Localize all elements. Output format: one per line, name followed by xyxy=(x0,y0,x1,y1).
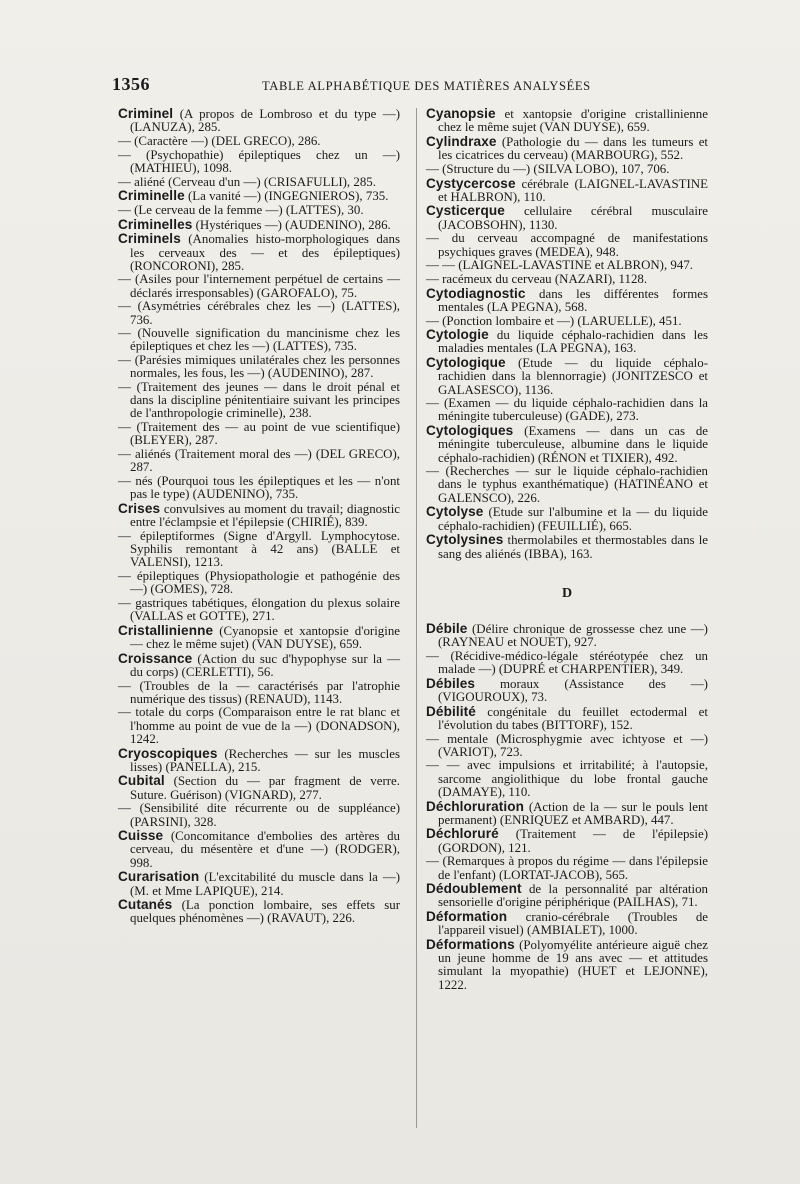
entry-text: — — avec impulsions et irritabilité; à l'autopsie, sarcome angiolithique du lobe frontal gauche (DAMAYE), 110. xyxy=(426,758,708,799)
entry-headword: Cyanopsie xyxy=(426,106,496,121)
entry-headword: Cytologiques xyxy=(426,423,514,439)
page-number: 1356 xyxy=(112,74,150,94)
entry-text: — — (LAIGNEL-LAVASTINE et ALBRON), 947. xyxy=(426,258,693,273)
entry-headword: Croissance xyxy=(118,650,193,666)
index-entry xyxy=(426,273,708,286)
entry-text: — mentale (Microsphygmie avec ichtyose et —) (VARIOT), 723. xyxy=(426,731,708,759)
index-entry xyxy=(118,530,400,570)
entry-headword: Débiles xyxy=(426,675,476,691)
left-column xyxy=(118,107,400,926)
entry-text: — (Examen — du liquide céphalo-rachidien dans la méningite tuberculeuse) (GADE), 273. xyxy=(426,396,708,424)
entry-text: dans les différentes formes mentales (LA PEGNA), 568. xyxy=(438,286,708,314)
entry-text: (Pathologie du — dans les tumeurs et les cicatrices du cerveau) (MARBOURG), 552. xyxy=(438,134,708,163)
entry-text: — (Asiles pour l'internement perpétuel de certains — déclarés irresponsables) (GAROFALO), 75. xyxy=(118,272,400,300)
entry-headword: Cuisse xyxy=(118,828,164,844)
entry-text: — épileptiques (Physiopathologie et pathogénie des —) (GOMES), 728. xyxy=(118,568,400,597)
index-entry xyxy=(426,677,708,704)
index-entry xyxy=(426,759,708,799)
index-entry xyxy=(426,232,708,258)
index-entry xyxy=(426,882,708,909)
index-entry xyxy=(118,475,400,501)
entry-text: (Anomalies histo-morphologiques dans les cerveaux des — et des épileptiques) (RONCORONI), 285. xyxy=(130,232,400,273)
entry-text: du liquide céphalo-rachidien dans les maladies mentales (LA PEGNA), 163. xyxy=(438,328,708,356)
entry-text: cranio-cérébrale (Troubles de l'appareil visuel) (AMBIALET), 1000. xyxy=(438,910,708,938)
entry-text: (Etude — du liquide céphalo-rachidien dans la blennorragie) (JONITZESCO et GALASESCO), 1136. xyxy=(438,356,708,397)
entry-headword: Cubital xyxy=(118,773,165,789)
right-column xyxy=(426,107,708,992)
index-entry xyxy=(426,650,708,676)
entry-headword: Débile xyxy=(426,620,468,636)
entry-headword: Déformations xyxy=(426,937,515,953)
index-entry xyxy=(118,273,400,299)
entry-text: — totale du corps (Comparaison entre le rat blanc et l'homme au point de vue de la —) (DONADSON), 1242. xyxy=(118,705,400,746)
entry-headword: Crises xyxy=(118,500,161,516)
index-entry xyxy=(118,149,400,175)
entry-headword: Criminelles xyxy=(118,216,193,232)
index-entry xyxy=(426,938,708,992)
entry-text: — épileptiformes (Signe d'Argyll. Lymphocytose. Syphilis remontant à 42 ans) (BALLE et VALENSI), 1213. xyxy=(118,528,400,570)
index-entry xyxy=(426,827,708,854)
running-title: TABLE ALPHABÉTIQUE DES MATIÈRES ANALYSÉES xyxy=(262,79,591,93)
entry-text: — (Ponction lombaire et —) (LARUELLE), 451. xyxy=(426,313,682,328)
index-entry xyxy=(426,910,708,937)
entry-text: (Examens — dans un cas de méningite tuberculeuse, albumine dans le liquide céphalo-rachidien) (RÉNON et TIXIER), 492. xyxy=(438,424,708,465)
index-entry xyxy=(426,397,708,423)
index-entry xyxy=(426,204,708,231)
index-entry xyxy=(118,747,400,774)
index-entry xyxy=(118,680,400,706)
index-entry xyxy=(426,505,708,532)
entry-headword: Criminelle xyxy=(118,188,185,204)
entry-text: (Hystériques —) (AUDENINO), 286. xyxy=(195,217,391,232)
entry-text: — du cerveau accompagné de manifestations psychiques graves (MEDEA), 948. xyxy=(426,231,708,259)
entry-headword: Criminels xyxy=(118,231,181,247)
index-entry xyxy=(118,204,400,217)
entry-headword: Cytologie xyxy=(426,327,489,343)
index-entry xyxy=(426,315,708,328)
index-entry xyxy=(426,107,708,134)
entry-text: — (Structure du —) (SILVA LOBO), 107, 706. xyxy=(426,161,670,176)
entry-text: (Délire chronique de grossesse chez une —) (RAYNEAU et NOUET), 927. xyxy=(438,621,708,650)
right-column-c-entries xyxy=(426,107,708,561)
index-entry xyxy=(118,300,400,326)
entry-text: — (Remarques à propos du régime — dans l'épilepsie de l'enfant) (LORTAT-JACOB), 565. xyxy=(426,854,708,882)
index-entry xyxy=(118,327,400,353)
entry-text: — racémeux du cerveau (NAZARI), 1128. xyxy=(426,271,648,286)
entry-text: (Recherches — sur les muscles lisses) (PANELLA), 215. xyxy=(130,746,400,774)
entry-text: (Cyanopsie et xantopsie d'origine — chez le même sujet) (VAN DUYSE), 659. xyxy=(130,623,400,651)
entry-text: (Polyomyélite antérieure aiguë chez un jeune homme de 19 ans avec — et attitudes simulant la myopathie) (HUET et LEJONNE), 1222. xyxy=(438,938,708,992)
index-entry xyxy=(118,597,400,623)
entry-headword: Déchloruré xyxy=(426,826,499,842)
entry-headword: Débilité xyxy=(426,703,476,719)
entry-headword: Dédoublement xyxy=(426,881,522,897)
index-entry xyxy=(426,855,708,881)
index-entry xyxy=(426,356,708,397)
entry-text: — (Troubles de la — caractérisés par l'atrophie numérique des tissus) (RENAUD), 1143. xyxy=(118,678,400,706)
entry-text: — (Traitement des — au point de vue scientifique) (BLEYER), 287. xyxy=(118,420,400,448)
entry-text: (La ponction lombaire, ses effets sur quelques phénomènes —) (RAVAUT), 226. xyxy=(130,898,400,926)
entry-text: (A propos de Lombroso et du type —) (LANUZA), 285. xyxy=(130,107,400,135)
index-entry xyxy=(118,189,400,203)
entry-text: (Action de la — sur le pouls lent permanent) (ENRIQUEZ et AMBARD), 447. xyxy=(438,799,708,827)
index-entry xyxy=(118,232,400,273)
index-entry xyxy=(118,135,400,148)
entry-text: moraux (Assistance des —) (VIGOUROUX), 73. xyxy=(438,676,708,704)
entry-headword: Cutanés xyxy=(118,897,173,913)
entry-text: — (Traitement des jeunes — dans le droit pénal et dans la discipline pénitentiaire suivant les principes de l'anthropologie criminelle), 238. xyxy=(118,380,400,421)
entry-text: (Etude sur l'albumine et la — du liquide céphalo-rachidien) (FEUILLIÉ), 665. xyxy=(438,505,708,533)
entry-text: (La vanité —) (INGEGNIEROS), 735. xyxy=(187,189,389,204)
entry-text: cérébrale (LAIGNEL-LAVASTINE et HALBRON), 110. xyxy=(438,176,708,204)
index-entry xyxy=(118,421,400,447)
entry-text: — (Sensibilité dite récurrente ou de suppléance) (PARSINI), 328. xyxy=(118,801,400,829)
entry-headword: Curarisation xyxy=(118,869,200,885)
index-entry xyxy=(426,259,708,272)
entry-text: (Section du — par fragment de verre. Suture. Guérison) (VIGNARD), 277. xyxy=(130,774,400,802)
index-entry xyxy=(426,424,708,465)
entry-text: — gastriques tabétiques, élongation du plexus solaire (VALLAS et GOTTE), 271. xyxy=(118,595,400,624)
entry-headword: Déchloruration xyxy=(426,798,525,814)
index-entry xyxy=(118,502,400,529)
entry-text: et xantopsie d'origine cristallinienne chez le même sujet (VAN DUYSE), 659. xyxy=(438,107,708,135)
entry-text: (Action du suc d'hypophyse sur la — du corps) (CERLETTI), 56. xyxy=(130,651,401,679)
index-entry xyxy=(118,624,400,651)
entry-text: — nés (Pourquoi tous les épileptiques et les — n'ont pas le type) (AUDENINO), 735. xyxy=(118,473,400,502)
index-entry xyxy=(118,570,400,596)
index-entry xyxy=(426,135,708,162)
index-entry xyxy=(426,622,708,649)
entry-text: — (Caractère —) (DEL GRECO), 286. xyxy=(118,133,321,148)
index-entry xyxy=(118,218,400,232)
index-entry xyxy=(426,177,708,204)
index-entry xyxy=(118,354,400,380)
entry-text: — (Nouvelle signification du mancinisme chez les épileptiques et chez les —) (LATTES), 735. xyxy=(118,326,400,354)
entry-headword: Cytologique xyxy=(426,355,506,371)
entry-text: — aliénés (Traitement moral des —) (DEL GRECO), 287. xyxy=(118,447,400,475)
index-entry xyxy=(426,465,708,505)
index-entry xyxy=(426,705,708,732)
index-entry xyxy=(118,802,400,828)
entry-headword: Déformation xyxy=(426,909,508,925)
entry-headword: Cytodiagnostic xyxy=(426,285,526,301)
entry-headword: Cryoscopiques xyxy=(118,745,218,761)
column-divider xyxy=(416,108,417,1128)
index-entry xyxy=(426,733,708,759)
entry-headword: Criminel xyxy=(118,106,174,121)
index-entry xyxy=(118,381,400,421)
entry-text: — (Recherches — sur le liquide céphalo-rachidien dans le typhus exanthématique) (HATINÉANO et GALENSCO), 226. xyxy=(426,464,708,505)
entry-text: thermolabiles et thermostables dans le sang des aliénés (IBBA), 163. xyxy=(438,533,708,561)
entry-headword: Cystycercose xyxy=(426,175,516,191)
index-entry xyxy=(426,800,708,827)
index-entry xyxy=(118,652,400,679)
index-entry xyxy=(118,107,400,134)
entry-text: (Concomitance d'embolies des artères du cerveau, du mésentère et d'une —) (RODGER), 998. xyxy=(130,829,400,870)
index-entry xyxy=(118,176,400,189)
entry-headword: Cysticerque xyxy=(426,203,505,219)
entry-headword: Cytolysines xyxy=(426,532,504,548)
index-entry xyxy=(118,829,400,870)
index-entry xyxy=(118,448,400,474)
entry-text: convulsives au moment du travail; diagnostic entre l'éclampsie et l'épilepsie (CHIRIÉ), 839. xyxy=(130,501,400,530)
entry-headword: Cylindraxe xyxy=(426,133,497,149)
entry-text: de la personnalité par altération sensorielle d'origine périphérique (PAILHAS), 71. xyxy=(438,882,708,910)
right-column-d-entries xyxy=(426,622,708,992)
entry-text: cellulaire cérébral musculaire (JACOBSOHN), 1130. xyxy=(438,204,708,232)
index-entry xyxy=(118,774,400,801)
index-entry xyxy=(426,328,708,355)
section-letter: D xyxy=(561,585,573,601)
entry-text: — (Asymétries cérébrales chez les —) (LATTES), 736. xyxy=(118,299,400,327)
entry-text: — (Récidive-médico-légale stéréotypée chez un malade —) (DUPRÉ et CHARPENTIER), 349. xyxy=(426,648,708,677)
index-entry xyxy=(426,287,708,314)
index-entry xyxy=(426,163,708,176)
entry-text: — aliéné (Cerveau d'un —) (CRISAFULLI), 285. xyxy=(118,174,376,189)
entry-text: — (Psychopathie) épileptiques chez un —) (MATHIEU), 1098. xyxy=(118,147,400,175)
entry-text: — (Le cerveau de la femme —) (LATTES), 30. xyxy=(118,202,364,217)
entry-text: (Traitement — de l'épilepsie) (GORDON), 121. xyxy=(438,827,708,855)
index-entry xyxy=(118,706,400,746)
entry-text: (L'excitabilité du muscle dans la —) (M. et Mme LAPIQUE), 214. xyxy=(130,870,400,898)
index-entry xyxy=(426,533,708,560)
index-entry xyxy=(118,870,400,897)
entry-text: congénitale du feuillet ectodermal et l'évolution du tabes (BITTORF), 152. xyxy=(438,704,708,732)
entry-headword: Cristallinienne xyxy=(118,622,214,638)
entry-text: — (Parésies mimiques unilatérales chez les personnes normales, les fous, les —) (AUDENINO), 287. xyxy=(118,353,400,381)
entry-headword: Cytolyse xyxy=(426,504,484,520)
index-entry xyxy=(118,898,400,925)
